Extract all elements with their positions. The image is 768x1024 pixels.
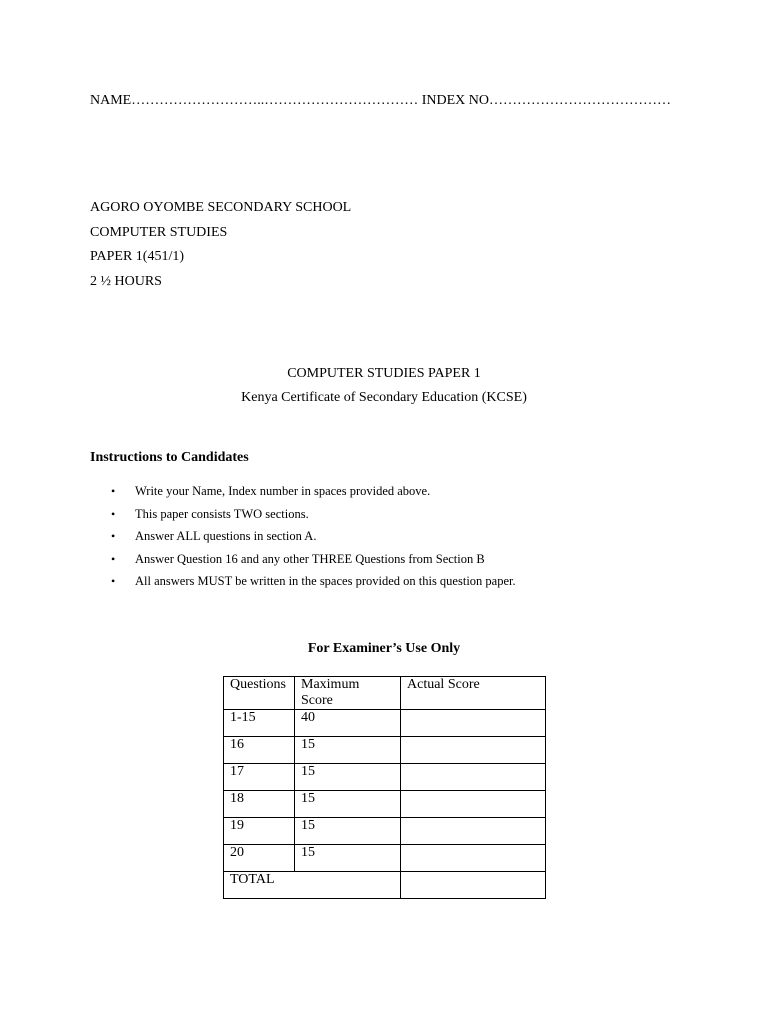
instructions-heading: Instructions to Candidates [90, 450, 249, 465]
question-cell: 1-15 [224, 710, 295, 737]
question-cell: 17 [224, 764, 295, 791]
bullet-icon: • [111, 551, 116, 566]
table-row [224, 818, 546, 845]
actual-score-cell[interactable] [401, 764, 546, 791]
column-header-max-score: Maximum Score [295, 677, 401, 710]
question-cell: 20 [224, 845, 295, 872]
column-header-actual-score: Actual Score [401, 677, 546, 710]
max-score-cell: 40 [295, 710, 401, 737]
instructions-list [0, 482, 516, 595]
actual-score-cell[interactable] [401, 818, 546, 845]
school-name: AGORO OYOMBE SECONDARY SCHOOL [90, 200, 352, 215]
actual-score-cell[interactable] [401, 737, 546, 764]
instruction-item [0, 505, 516, 528]
actual-score-cell[interactable] [401, 791, 546, 818]
paper-title: COMPUTER STUDIES PAPER 1 [287, 366, 481, 381]
instruction-item [0, 527, 516, 550]
paper-code: PAPER 1(451/1) [90, 249, 185, 265]
question-cell: 18 [224, 791, 295, 818]
examiner-heading: For Examiner’s Use Only [307, 641, 461, 656]
instruction-text: Answer Question 16 and any other THREE Questions from Section B [135, 551, 485, 566]
table-row [224, 845, 546, 872]
column-header-questions: Questions [224, 677, 295, 710]
instruction-item [0, 482, 516, 505]
bullet-icon: • [111, 484, 116, 498]
instruction-item [0, 572, 516, 595]
bullet-icon: • [111, 574, 116, 588]
instruction-text: This paper consists TWO sections. [135, 506, 309, 521]
actual-score-cell[interactable] [401, 845, 546, 872]
examiner-score-table [223, 676, 546, 899]
max-score-cell: 15 [295, 764, 401, 791]
max-score-cell: 15 [295, 818, 401, 845]
instruction-item [0, 550, 516, 573]
question-cell: 19 [224, 818, 295, 845]
table-header-row [224, 677, 546, 710]
table-row [224, 764, 546, 791]
name-index-line: NAME………………………..…………………………… INDEX NO………………………………… [90, 93, 671, 108]
total-score-cell[interactable] [401, 872, 546, 899]
total-label-cell: TOTAL [224, 872, 401, 899]
actual-score-cell[interactable] [401, 710, 546, 737]
table-row [224, 791, 546, 818]
exam-duration: 2 ½ HOURS [90, 273, 162, 289]
table-row [224, 710, 546, 737]
table-row [224, 737, 546, 764]
max-score-cell: 15 [295, 845, 401, 872]
max-score-cell: 15 [295, 791, 401, 818]
exam-body-title: Kenya Certificate of Secondary Education (KCSE) [241, 390, 527, 405]
bullet-icon: • [111, 529, 116, 543]
subject-name: COMPUTER STUDIES [90, 224, 228, 240]
instruction-text: Write your Name, Index number in spaces provided above. [135, 484, 431, 498]
table-total-row [224, 872, 546, 899]
question-cell: 16 [224, 737, 295, 764]
bullet-icon: • [111, 506, 116, 521]
instruction-text: All answers MUST be written in the spaces provided on this question paper. [135, 574, 516, 588]
max-score-cell: 15 [295, 737, 401, 764]
instruction-text: Answer ALL questions in section A. [135, 529, 317, 543]
school-info-block [90, 196, 351, 294]
